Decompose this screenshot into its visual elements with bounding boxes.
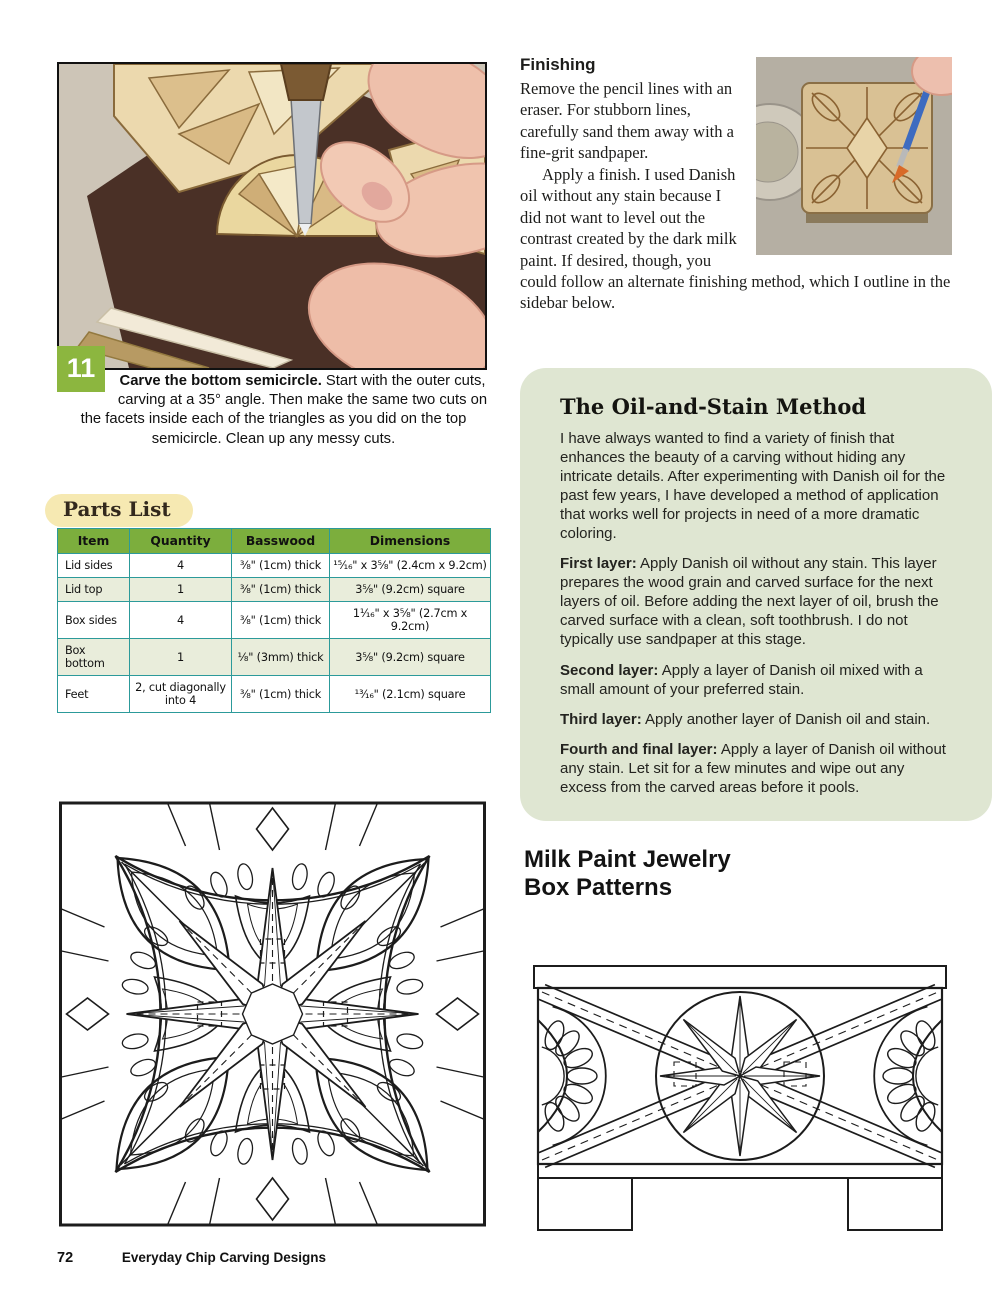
layer-label: Fourth and final layer:: [560, 740, 718, 758]
finishing-paragraph-1: Remove the pencil lines with an eraser. For stubborn lines, carefully sand them away with a fine-grit sandpaper.: [520, 79, 734, 163]
table-cell: Lid sides: [58, 554, 130, 578]
caption-text: Start with the outer cuts, carving at a 35° angle. Then make the same two cuts on the facets inside each of the triangles as you did on the top semicircle. Clean up any messy cuts.: [80, 373, 488, 447]
patterns-heading-line2: Box Patterns: [524, 874, 673, 902]
layer-label: Third layer:: [560, 710, 642, 728]
table-cell: ¹⁵⁄₁₆" x 3⅝" (2.4cm x 9.2cm): [330, 554, 491, 578]
book-title: Everyday Chip Carving Designs: [121, 1250, 326, 1265]
sidebar-intro: I have always wanted to find a variety of finish that enhances the beauty of a carving without hiding any intricate details. After experimenting with Danish oil for the past few years, I have developed a method of application that works well for projects in need of a more dramatic coloring.: [560, 430, 946, 543]
col-header-dimensions: Dimensions: [330, 529, 491, 554]
table-cell: 2, cut diagonally into 4: [130, 676, 232, 713]
table-header-row: [58, 529, 491, 554]
layer-label: Second layer:: [560, 661, 659, 679]
patterns-heading-line1: Milk Paint Jewelry: [524, 846, 731, 873]
foot-right: [848, 1178, 942, 1230]
sidebar-layer-3: [560, 710, 954, 729]
layer-text: Apply another layer of Danish oil and stain.: [641, 710, 931, 728]
patterns-heading: [524, 846, 731, 902]
col-header-basswood: Basswood: [232, 529, 330, 554]
table-cell: 1¹⁄₁₆" x 3⅝" (2.7cm x 9.2cm): [330, 602, 491, 639]
sidebar-layer-1: [560, 554, 954, 649]
table-cell: ⅜" (1cm) thick: [232, 676, 330, 713]
table-cell: ⅜" (1cm) thick: [232, 554, 330, 578]
oil-brush-photo-illustration: [756, 57, 952, 255]
step-caption: [57, 353, 490, 449]
table-cell: Lid top: [58, 578, 130, 602]
table-cell: Box sides: [58, 602, 130, 639]
step-11-photo: [57, 62, 487, 370]
layer-text: Apply a layer of Danish oil mixed with a small amount of your preferred stain.: [560, 661, 923, 698]
page-number: 72: [57, 1250, 74, 1266]
sidebar-layer-2: [560, 661, 954, 699]
parts-list-table: [57, 528, 491, 713]
table-cell: ⅜" (1cm) thick: [232, 602, 330, 639]
square-pattern-drawing: [57, 800, 488, 1228]
table-cell: 1: [130, 639, 232, 676]
foot-left: [538, 1178, 632, 1230]
caption-lead: Carve the bottom semicircle.: [119, 373, 322, 389]
table-row: [58, 602, 491, 639]
col-header-quantity: Quantity: [130, 529, 232, 554]
sidebar-layer-4: [560, 740, 954, 797]
finished-box-photo: [756, 57, 952, 255]
finishing-section: [520, 55, 952, 314]
table-row: [58, 639, 491, 676]
table-row: [58, 554, 491, 578]
table-cell: ⅜" (1cm) thick: [232, 578, 330, 602]
table-cell: Feet: [58, 676, 130, 713]
table-cell: 3⅝" (9.2cm) square: [330, 578, 491, 602]
col-header-item: Item: [58, 529, 130, 554]
table-cell: ⅛" (3mm) thick: [232, 639, 330, 676]
table-cell: 4: [130, 554, 232, 578]
sidebar-title: The Oil-and-Stain Method: [560, 394, 867, 419]
layer-text: Apply a layer of Danish oil without any stain. Let sit for a few minutes and wipe out any excess from the carved areas before it pools.: [560, 740, 946, 796]
table-cell: Box bottom: [58, 639, 130, 676]
oil-and-stain-sidebar: [520, 368, 992, 821]
box-side-pattern-drawing: [528, 962, 952, 1234]
table-cell: 4: [130, 602, 232, 639]
layer-label: First layer:: [560, 555, 637, 573]
table-row: [58, 676, 491, 713]
table-row: [58, 578, 491, 602]
carving-knife-photo-illustration: [59, 64, 485, 368]
table-cell: 3⅝" (9.2cm) square: [330, 639, 491, 676]
step-number-badge: 11: [57, 346, 105, 392]
finishing-paragraph-2: Apply a finish. I used Danish oil without any stain because I did not want to level out the contrast created by the dark milk paint. If desired, though, you could follow an alternate finishing method, which I outline in the sidebar below.: [520, 164, 951, 313]
page-footer: [57, 1250, 557, 1266]
layer-text: Apply Danish oil without any stain. This layer prepares the wood grain and carved surface for the next layers of oil. Before adding the next layer of oil, brush the carved surface with a clean, soft toothbrush. I do not typically use sandpaper at this stage.: [560, 555, 939, 649]
parts-list-title: Parts List: [45, 494, 193, 527]
table-cell: ¹³⁄₁₆" (2.1cm) square: [330, 676, 491, 713]
finishing-heading: Finishing: [520, 55, 596, 74]
table-cell: 1: [130, 578, 232, 602]
